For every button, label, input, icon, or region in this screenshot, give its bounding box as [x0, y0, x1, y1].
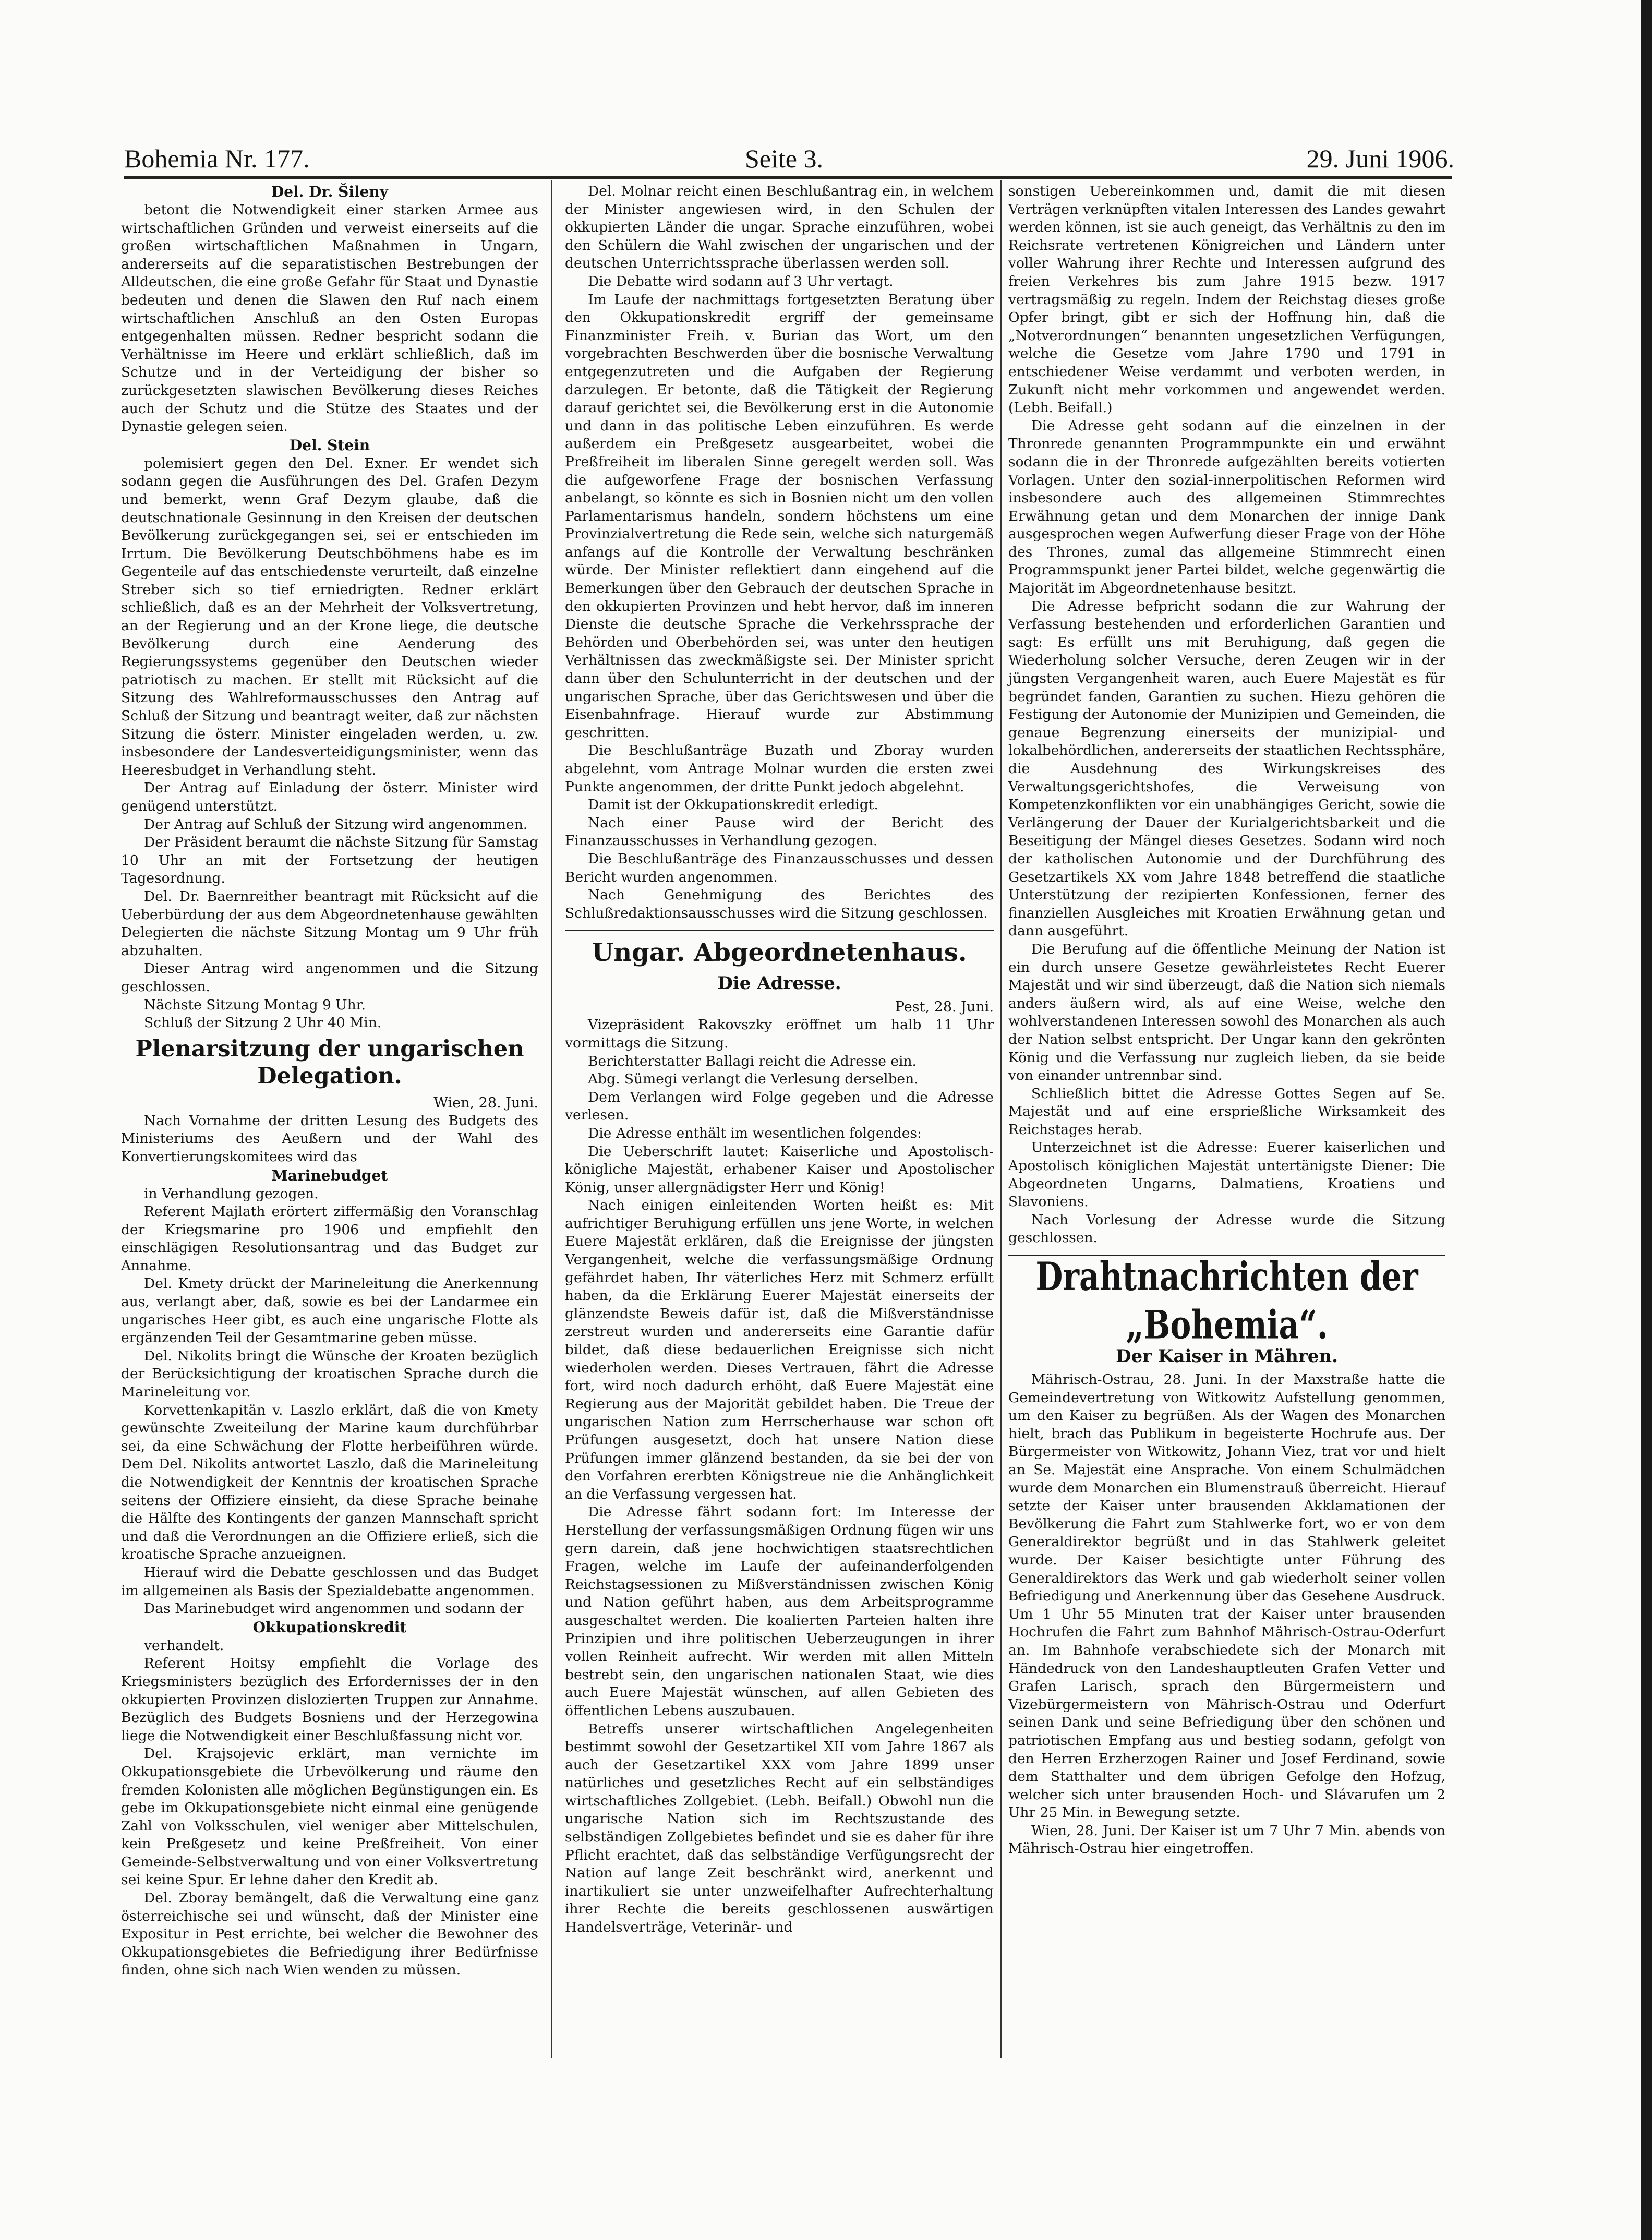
- article-paragraph: Nach einer Pause wird der Bericht des Finanzausschusses in Verhandlung gezogen.: [565, 814, 994, 849]
- column-2: [565, 183, 994, 2081]
- column-divider: [551, 180, 552, 2058]
- dateline: Pest, 28. Juni.: [895, 999, 994, 1016]
- article-paragraph: in Verhandlung gezogen.: [144, 1185, 319, 1202]
- article-paragraph: Damit ist der Okkupationskredit erledigt.: [588, 797, 878, 813]
- article-paragraph: Die Beschlußanträge des Finanzausschusses und dessen Bericht wurden angenommen.: [565, 850, 994, 885]
- article-paragraph: Nach Genehmigung des Berichtes des Schlußredaktionsausschusses wird die Sitzung geschlossen.: [565, 887, 994, 921]
- article-paragraph: Der Präsident beraumt die nächste Sitzung für Samstag 10 Uhr an mit der Fortsetzung der heutigen Tagesordnung.: [121, 834, 538, 887]
- column-3: [1008, 183, 1445, 2081]
- article-paragraph: Del. Dr. Baernreither beantragt mit Rücksicht auf die Ueberbürdung der aus dem Abgeordnetenhause gewählten Delegierten die nächste Sitzung Montag um 9 Uhr früh abzuhalten.: [121, 888, 538, 959]
- section-subheading: Okkupationskredit: [252, 1618, 407, 1636]
- article-paragraph: Abg. Sümegi verlangt die Verlesung derselben.: [588, 1071, 919, 1088]
- article-paragraph: Del. Zboray bemängelt, daß die Verwaltung eine ganz österreichische sei und wünscht, daß der Minister eine Expositur in Pest errichte, bei welcher die Bewohner des Okkupationsgebietes die Befriedigung ihrer Bedürfnisse finden, ohne sich nach Wien wenden zu müssen.: [121, 1890, 538, 1979]
- article-paragraph: Dieser Antrag wird angenommen und die Sitzung geschlossen.: [121, 960, 538, 995]
- article-paragraph: verhandelt.: [144, 1637, 224, 1654]
- header-page-number: Seite 3.: [745, 144, 823, 173]
- article-paragraph: Die Adresse geht sodann auf die einzelnen in der Thronrede genannten Programmpunkte ein und erwähnt sodann die in der Thronrede aufgezählten bereits votierten Vorlagen. Unter den sozial-innerpolitischen Reformen wird insbesondere auch des allgemeinen Stimmrechtes Erwähnung getan und dem Monarchen der innige Dank ausgesprochen wegen Aufwerfung dieser Frage von der Höhe des Thrones, zumal das allgemeine Stimmrecht einen Programmspunkt jener Partei bildet, welche gegenwärtig die Majorität im Abgeordnetenhause besitzt.: [1008, 417, 1445, 597]
- article-paragraph: Referent Hoitsy empfiehlt die Vorlage des Kriegsministers bezüglich des Erfordernisses der in den okkupierten Provinzen dislozierten Truppen zur Annahme. Bezüglich des Budgets Bosniens und der Herzegowina liege die Notwendigkeit einer Beschlußfassung nicht vor.: [121, 1655, 538, 1744]
- article-paragraph: Del. Molnar reicht einen Beschlußantrag ein, in welchem der Minister angewiesen wird, in den Schulen der okkupierten Länder die ungar. Sprache einzuführen, wobei den Schülern die Wahl zwischen der ungarischen und der deutschen Unterrichtssprache überlassen werden soll.: [565, 183, 994, 272]
- article-paragraph: Dem Verlangen wird Folge gegeben und die Adresse verlesen.: [565, 1089, 994, 1124]
- page-header: [124, 143, 1454, 176]
- article-paragraph: Die Berufung auf die öffentliche Meinung der Nation ist ein durch unsere Gesetze gewährleistetes Recht Euerer Majestät und wir sind überzeugt, daß die Nation sich niemals anders äußern wird, als auf eine Weise, welche den wohlverstandenen Interessen sowohl des Monarchen als auch der Nation selbst entspricht. Der Ungar kann den gekrönten König und die Verfassung nur zugleich lieben, da sie beide von einander untrennbar sind.: [1008, 941, 1445, 1084]
- article-paragraph: Korvettenkapitän v. Laszlo erklärt, daß die von Kmety gewünschte Zweiteilung der Marine kaum durchführbar sei, da eine Schwächung der Flotte herbeiführen würde. Dem Del. Nikolits antwortet Laszlo, daß die Marineleitung die Notwendigkeit der Kenntnis der kroatischen Sprache seitens der Offiziere einsieht, da diese Sprache beinahe die Hälfte des Kontingents der ganzen Mannschaft spricht und daß die Verordnungen an die Offiziere erließ, sich die kroatische Sprache anzueignen.: [121, 1402, 538, 1563]
- article-paragraph: Die Adresse fährt sodann fort: Im Interesse der Herstellung der verfassungsmäßigen Ordnung fügen wir uns gern darein, daß jene hochwichtigen staatsrechtlichen Fragen, welche im Laufe der aufeinanderfolgenden Reichstagsessionen zu Mißverständnissen zwischen König und Nation geführt haben, aus dem Arbeitsprogramme ausgeschaltet werden. Die koalierten Parteien halten ihre Prinzipien und ihre politischen Ueberzeugungen in ihrer vollen Reinheit aufrecht. Wir werden mit allen Mitteln bestrebt sein, den ungarischen nationalen Staat, wie dies auch Euere Majestät wünschen, auf allen Gebieten des öffentlichen Lebens auszubauen.: [565, 1504, 994, 1719]
- article-paragraph: Mährisch-Ostrau, 28. Juni. In der Maxstraße hatte die Gemeindevertretung von Witkowitz Aufstellung genommen, um den Kaiser zu begrüßen. Als der Wagen des Monarchen hielt, brach das Publikum in begeisterte Hochrufe aus. Der Bürgermeister von Witkowitz, Johann Viez, trat vor und hielt an Se. Majestät eine Ansprache. Von einem Schulmädchen wurde dem Monarchen ein Blumenstrauß überreicht. Hierauf setzte der Kaiser unter brausenden Akklamationen der Bevölkerung die Fahrt zum Stahlwerke fort, wo er von dem Generaldirektor begrüßt und in das Stahlwerk geleitet wurde. Der Kaiser besichtigte unter Führung des Generaldirektors das Werk und gab wiederholt seiner vollen Befriedigung und Anerkennung über das Gesehene Ausdruck. Um 1 Uhr 55 Minuten trat der Kaiser unter brausenden Hochrufen die Fahrt zum Bahnhof Mährisch-Ostrau-Oderfurt an. Im Bahnhofe verabschiedete sich der Monarch mit Händedruck von den Landeshauptleuten Grafen Vetter und Grafen Larisch, sprach den Bürgermeistern und Vizebürgermeistern von Mährisch-Ostrau und Oderfurt seinen Dank und seine Befriedigung über den schönen und patriotischen Empfang aus und bestieg sodann, gefolgt von den Herren Erzherzogen Rainer und Josef Ferdinand, sowie dem Statthalter und dem übrigen Gefolge den Hofzug, welcher sich unter brausenden Hoch- und Slávarufen um 2 Uhr 25 Min. in Bewegung setzte.: [1008, 1371, 1445, 1821]
- article-paragraph: sonstigen Uebereinkommen und, damit die mit diesen Verträgen verknüpften vitalen Interessen des Landes gewahrt werden können, ist sie auch geneigt, das Verhältnis zu den im Reichsrate vertretenen Königreichen und Ländern unter voller Wahrung ihrer Rechte und Interessen aufgrund des freien Verkehres bis zum Jahre 1915 bezw. 1917 vertragsmäßig zu regeln. Indem der Reichstag dieses große Opfer bringt, gibt er sich der Hoffnung hin, daß die „Notverordnungen“ benannten ungesetzlichen Verfügungen, welche die Gesetze vom Jahre 1790 und 1791 in entschiedener Weise verdammt und verboten werden, in Zukunft nicht mehr vorkommen und angewendet werden. (Lebh. Beifall.): [1008, 183, 1445, 416]
- header-issue: Bohemia Nr. 177.: [124, 144, 310, 173]
- article-paragraph: Betreffs unserer wirtschaftlichen Angelegenheiten bestimmt sowohl der Gesetzartikel XII vom Jahre 1867 als auch der Gesetzartikel XXX vom Jahre 1899 unser natürliches und gesetzliches Recht auf ein selbständiges wirtschaftliches Zollgebiet. (Lebh. Beifall.) Obwohl nun die ungarische Nation sich im Rechtszustande des selbständigen Zollgebietes befindet und sie es daher für ihre Pflicht erachtet, daß das selbständige Verfügungsrecht der Nation auf lange Zeit beschränkt wird, anerkennt und inartikuliert sie unter unzweifelhafter Aufrechterhaltung ihrer Rechte die bereits geschlossenen auswärtigen Handelsverträge, Veterinär- und: [565, 1720, 994, 1936]
- article-paragraph: Hierauf wird die Debatte geschlossen und das Budget im allgemeinen als Basis der Spezialdebatte angenommen.: [121, 1564, 538, 1599]
- article-paragraph: Die Ueberschrift lautet: Kaiserliche und Apostolisch-königliche Majestät, erhabener Kaiser und Apostolischer König, unser allergnädigster Herr und König!: [565, 1143, 994, 1196]
- article-paragraph: Im Laufe der nachmittags fortgesetzten Beratung über den Okkupationskredit ergriff der gemeinsame Finanzminister Freih. v. Burian das Wort, um den vorgebrachten Beschwerden über die bosnische Verwaltung entgegenzutreten und die Aufgaben der Regierung darzulegen. Er betonte, daß die Tätigkeit der Regierung darauf gerichtet sei, die Bevölkerung erst in die Autonomie und dann in das politische Leben einzuführen. Es werde außerdem ein Preßgesetz ausgearbeitet, wobei die Preßfreiheit im liberalen Sinne geregelt werden soll. Was die aufgeworfene Frage der bosnischen Verfassung anbelangt, so könnte es sich in Bosnien nicht um den vollen Parlamentarismus handeln, sondern höchstens um eine Provinzialvertretung die Rede sein, welche sich naturgemäß anfangs auf die Kontrolle der Verwaltung beschränken würde. Der Minister reflektiert dann eingehend auf die Bemerkungen über den Gebrauch der deutschen Sprache in den okkupierten Provinzen und hebt hervor, daß im inneren Dienste die deutsche Sprache die Verkehrssprache der Behörden und Oberbehörden sei, was unter den heutigen Verhältnissen das zweckmäßigste sei. Der Minister spricht dann über den Schulunterricht in der deutschen und der ungarischen Sprache, über das Gerichtswesen und über die Eisenbahnfrage. Hierauf wurde zur Abstimmung geschritten.: [565, 291, 994, 741]
- article-paragraph: Del. Nikolits bringt die Wünsche der Kroaten bezüglich der Berücksichtigung der kroatischen Sprache durch die Marineleitung vor.: [121, 1347, 538, 1401]
- column-divider: [1000, 180, 1002, 2058]
- speaker-heading: Del. Stein: [289, 436, 370, 454]
- article-paragraph: betont die Notwendigkeit einer starken Armee aus wirtschaftlichen Gründen und verweist einerseits auf die großen wirtschaftlichen Maßnahmen in Ungarn, andererseits auf die separatistischen Bestrebungen der Alldeutschen, die eine große Gefahr für Staat und Dynastie bedeuten und denen die Slawen den Ruf nach einem wirtschaftlichen Anschluß an den Osten Europas entgegenhalten müssen. Redner bespricht sodann die Verhältnisse im Heere und erklärt schließlich, daß im Schutze und in der Verteidigung der bisher so zurückgesetzten slawischen Bevölkerung dieses Reiches auch der Schutz und die Stütze des Staates und der Dynastie gelegen seien.: [121, 202, 538, 435]
- article-paragraph: Schließlich bittet die Adresse Gottes Segen auf Se. Majestät und auf eine ersprießliche Wirksamkeit des Reichstages herab.: [1008, 1085, 1445, 1138]
- article-paragraph: Nach einigen einleitenden Worten heißt es: Mit aufrichtiger Beruhigung erfüllen uns jene Worte, in welchen Euere Majestät erklären, daß die Ereignisse der jüngsten Vergangenheit, welche die verfassungsmäßige Ordnung gefährdet haben, Ihr väterliches Herz mit Schmerz erfüllt haben, da die Erklärung Euerer Majestät einerseits der glänzendste Beweis dafür ist, daß die Mißverständnisse zerstreut wurden und andererseits eine Garantie dafür bildet, daß diese bedauerlichen Ereignisse sich nicht wiederholen werden. Dieses Vertrauen, fährt die Adresse fort, wird noch dadurch erhöht, daß Euere Majestät eine Regierung aus der Majorität gebildet haben. Die Treue der ungarischen Nation zum Herrscherhause war schon oft Prüfungen ausgesetzt, doch hat unsere Nation diese Prüfungen immer glänzend bestanden, da sie bei der von den Vorfahren ererbten Königstreue nie die Anhänglichkeit an die Verfassung vergessen hat.: [565, 1197, 994, 1502]
- speaker-heading: Del. Dr. Šileny: [271, 183, 389, 200]
- article-headline: Ungar. Abgeordnetenhaus.: [592, 938, 967, 968]
- dateline: Wien, 28. Juni.: [433, 1094, 538, 1111]
- column-1: [121, 183, 538, 2092]
- article-paragraph: Del. Kmety drückt der Marineleitung die Anerkennung aus, verlangt aber, daß, sowie es bei der Landarmee ein ungarisches Heer gibt, es auch eine ungarische Flotte als ergänzenden Teil der Gesamtmarine geben müsse.: [121, 1275, 538, 1346]
- article-paragraph: Der Antrag auf Schluß der Sitzung wird angenommen.: [144, 816, 528, 833]
- article-paragraph: Schluß der Sitzung 2 Uhr 40 Min.: [144, 1015, 382, 1031]
- article-subheadline: Die Adresse.: [717, 973, 841, 994]
- section-masthead: Drahtnachrichten der „Bohemia“.: [1035, 1254, 1418, 1348]
- article-paragraph: Das Marinebudget wird angenommen und sodann der: [144, 1600, 524, 1617]
- article-paragraph: Referent Majlath erörtert ziffermäßig den Voranschlag der Kriegsmarine pro 1906 und empfiehlt den einschlägigen Resolutionsantrag und das Budget zur Annahme.: [121, 1203, 538, 1274]
- article-paragraph: Unterzeichnet ist die Adresse: Euerer kaiserlichen und Apostolisch königlichen Majestät untertänigste Diener: Die Abgeordneten Ungarns, Dalmatiens, Kroatiens und Slavoniens.: [1008, 1139, 1445, 1210]
- article-paragraph: Del. Krajsojevic erklärt, man vernichte im Okkupationsgebiete die Urbevölkerung und räume den fremden Kolonisten alle möglichen Begünstigungen ein. Es gebe im Okkupationsgebiete nicht einmal eine genügende Zahl von Volksschulen, viel weniger aber Mittelschulen, kein Preßgesetz und keine Preßfreiheit. Von einer Gemeinde-Selbstverwaltung und von einer Volksvertretung sei keine Spur. Er lehne daher den Kredit ab.: [121, 1745, 538, 1888]
- article-subheadline: Der Kaiser in Mähren.: [1116, 1346, 1338, 1367]
- article-paragraph: polemisiert gegen den Del. Exner. Er wendet sich sodann gegen die Ausführungen des Del. Grafen Dezym und bemerkt, wenn Graf Dezym glaube, daß die deutschnationale Gesinnung in den Kreisen der deutschen Bevölkerung zurückgegangen sei, sei er entschieden im Irrtum. Die Bevölkerung Deutschböhmens habe es im Gegenteile auf das entschiedenste verurteilt, daß einzelne Streber sich so tief erniedrigten. Redner erklärt schließlich, daß es an der Mehrheit der Volksvertretung, an der Regierung und an der Krone liege, die deutsche Bevölkerung durch eine Aenderung des Regierungssystems gegenüber den Deutschen wieder patriotisch zu machen. Er stellt mit Rücksicht auf die Sitzung des Wahlreformausschusses den Antrag auf Schluß der Sitzung und beantragt weiter, daß zur nächsten Sitzung die österr. Minister eingeladen werden, u. zw. insbesondere der Landesverteidigungsminister, wenn das Heeresbudget in Verhandlung steht.: [121, 455, 538, 778]
- section-subheading: Marinebudget: [271, 1166, 388, 1184]
- article-paragraph: Nach Vornahme der dritten Lesung des Budgets des Ministeriums des Aeußern und der Wahl des Konvertierungskomitees wird das: [121, 1112, 538, 1165]
- section-rule: [565, 930, 994, 931]
- header-rule: [124, 176, 1452, 179]
- article-paragraph: Die Adresse befpricht sodann die zur Wahrung der Verfassung bestehenden und erforderlichen Garantien und sagt: Es erfüllt uns mit Beruhigung, daß gegen die Wiederholung solcher Versuche, deren Zeugen wir in der jüngsten Vergangenheit waren, auch Euere Majestät es für begründet fanden, Garantien zu suchen. Hiezu gehören die Festigung der Autonomie der Munizipien und Gemeinden, die genaue Begrenzung einerseits der munizipial- und lokalbehördlichen, andererseits der staatlichen Rechtssphäre, die Ausdehnung des Wirkungskreises des Verwaltungsgerichtshofes, die Verweisung von Kompetenzkonflikten vor ein unabhängiges Gericht, sowie die Verlängerung der Dauer der Kurialgerichtsbarkeit und die Beseitigung der Mängel dieses Gesetzes. Sodann wird noch der katholischen Autonomie und der Durchführung des Gesetzartikels XX vom Jahre 1848 betreffend die staatliche Unterstützung der rezipierten Konfessionen, ferner des finanziellen Ausgleiches mit Kroatien Erwähnung getan und dann ausgeführt.: [1008, 598, 1445, 940]
- header-date: 29. Juni 1906.: [1306, 144, 1454, 173]
- article-paragraph: Die Adresse enthält im wesentlichen folgendes:: [588, 1125, 922, 1141]
- article-paragraph: Berichterstatter Ballagi reicht die Adresse ein.: [588, 1053, 917, 1069]
- article-paragraph: Der Antrag auf Einladung der österr. Minister wird genügend unterstützt.: [121, 780, 538, 814]
- article-paragraph: Nächste Sitzung Montag 9 Uhr.: [144, 996, 366, 1013]
- article-paragraph: Wien, 28. Juni. Der Kaiser ist um 7 Uhr 7 Min. abends von Mährisch-Ostrau hier eingetroffen.: [1008, 1822, 1445, 1857]
- article-headline: Plenarsitzung der ungarischen Delegation.: [135, 1035, 524, 1089]
- article-paragraph: Die Beschlußanträge Buzath und Zboray wurden abgelehnt, vom Antrage Molnar wurden die ersten zwei Punkte angenommen, der dritte Punkt jedoch abgelehnt.: [565, 742, 994, 795]
- article-paragraph: Die Debatte wird sodann auf 3 Uhr vertagt.: [588, 273, 894, 290]
- article-paragraph: Nach Vorlesung der Adresse wurde die Sitzung geschlossen.: [1008, 1211, 1445, 1246]
- article-paragraph: Vizepräsident Rakovszky eröffnet um halb 11 Uhr vormittags die Sitzung.: [565, 1017, 994, 1051]
